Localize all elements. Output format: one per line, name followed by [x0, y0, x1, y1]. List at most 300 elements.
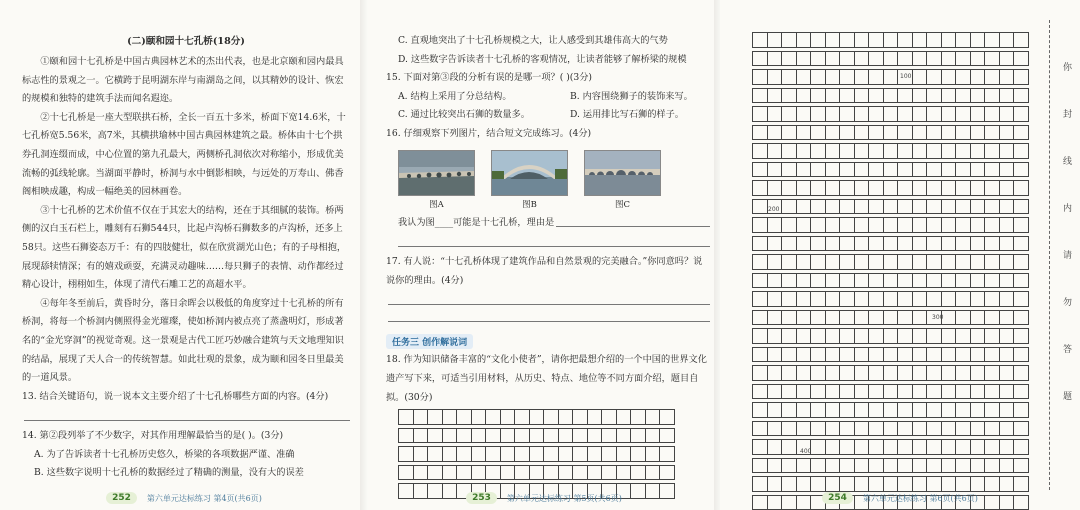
grid-cell[interactable]: [869, 273, 884, 288]
grid-cell[interactable]: [811, 421, 826, 436]
grid-cell[interactable]: [840, 51, 855, 66]
grid-cell[interactable]: [529, 447, 544, 462]
grid-cell[interactable]: [898, 273, 913, 288]
grid-cell[interactable]: [985, 181, 1000, 196]
grid-cell[interactable]: [869, 199, 884, 214]
grid-cell[interactable]: [970, 329, 985, 344]
grid-cell[interactable]: [927, 347, 942, 362]
grid-cell[interactable]: [999, 384, 1014, 399]
grid-cell[interactable]: [912, 162, 927, 177]
grid-cell[interactable]: [956, 107, 971, 122]
grid-cell[interactable]: [1014, 218, 1029, 233]
grid-cell[interactable]: [767, 421, 782, 436]
grid-cell[interactable]: [811, 310, 826, 325]
grid-cell[interactable]: [956, 125, 971, 140]
grid-cell[interactable]: [471, 465, 486, 480]
grid-cell[interactable]: [854, 162, 869, 177]
grid-cell[interactable]: [956, 292, 971, 307]
grid-cell[interactable]: [912, 310, 927, 325]
grid-cell[interactable]: [753, 292, 768, 307]
grid-cell[interactable]: [573, 428, 588, 443]
grid-cell[interactable]: [1014, 273, 1029, 288]
grid-cell[interactable]: [767, 181, 782, 196]
grid-cell[interactable]: [753, 181, 768, 196]
grid-cell[interactable]: [912, 273, 927, 288]
grid-cell[interactable]: [796, 181, 811, 196]
grid-cell[interactable]: [898, 33, 913, 48]
grid-cell[interactable]: [854, 329, 869, 344]
grid-cell[interactable]: [840, 347, 855, 362]
grid-cell[interactable]: [796, 33, 811, 48]
grid-cell[interactable]: [999, 310, 1014, 325]
grid-cell[interactable]: [999, 273, 1014, 288]
grid-cell[interactable]: [796, 421, 811, 436]
grid-cell[interactable]: [883, 477, 898, 492]
grid-cell[interactable]: [941, 162, 956, 177]
grid-cell[interactable]: [956, 218, 971, 233]
grid-cell[interactable]: [573, 410, 588, 425]
grid-cell[interactable]: [442, 428, 457, 443]
grid-cell[interactable]: [970, 440, 985, 455]
grid-cell[interactable]: [616, 465, 631, 480]
grid-cell[interactable]: [753, 403, 768, 418]
grid-cell[interactable]: [811, 199, 826, 214]
grid-cell[interactable]: [413, 428, 428, 443]
grid-cell[interactable]: [927, 107, 942, 122]
grid-cell[interactable]: [1014, 88, 1029, 103]
grid-cell[interactable]: [840, 440, 855, 455]
grid-cell[interactable]: [767, 329, 782, 344]
grid-cell[interactable]: [811, 384, 826, 399]
grid-cell[interactable]: [927, 33, 942, 48]
grid-cell[interactable]: [767, 107, 782, 122]
grid-cell[interactable]: [767, 51, 782, 66]
grid-cell[interactable]: [898, 384, 913, 399]
grid-cell[interactable]: [883, 107, 898, 122]
grid-cell[interactable]: [898, 107, 913, 122]
grid-cell[interactable]: [883, 421, 898, 436]
grid-cell[interactable]: [898, 366, 913, 381]
grid-cell[interactable]: [573, 447, 588, 462]
grid-cell[interactable]: [883, 440, 898, 455]
grid-cell[interactable]: [442, 410, 457, 425]
grid-cell[interactable]: [869, 477, 884, 492]
grid-cell[interactable]: [753, 88, 768, 103]
grid-cell[interactable]: [912, 329, 927, 344]
grid-cell[interactable]: [782, 384, 797, 399]
grid-cell[interactable]: [811, 162, 826, 177]
grid-cell[interactable]: [587, 447, 602, 462]
grid-cell[interactable]: [898, 199, 913, 214]
grid-cell[interactable]: [883, 181, 898, 196]
grid-cell[interactable]: [753, 218, 768, 233]
grid-cell[interactable]: [1014, 458, 1029, 473]
grid-cell[interactable]: [840, 144, 855, 159]
grid-cell[interactable]: [912, 218, 927, 233]
grid-cell[interactable]: [1014, 236, 1029, 251]
grid-cell[interactable]: [811, 236, 826, 251]
grid-cell[interactable]: [985, 51, 1000, 66]
grid-cell[interactable]: [854, 477, 869, 492]
grid-cell[interactable]: [825, 292, 840, 307]
grid-cell[interactable]: [645, 447, 660, 462]
grid-cell[interactable]: [956, 51, 971, 66]
grid-cell[interactable]: [956, 33, 971, 48]
grid-cell[interactable]: [825, 199, 840, 214]
grid-cell[interactable]: [927, 236, 942, 251]
grid-cell[interactable]: [840, 477, 855, 492]
grid-cell[interactable]: [782, 107, 797, 122]
grid-cell[interactable]: [544, 447, 559, 462]
grid-cell[interactable]: [970, 144, 985, 159]
grid-cell[interactable]: [825, 51, 840, 66]
grid-cell[interactable]: [999, 107, 1014, 122]
grid-cell[interactable]: [486, 428, 501, 443]
grid-cell[interactable]: [840, 199, 855, 214]
grid-cell[interactable]: [970, 347, 985, 362]
grid-cell[interactable]: [970, 125, 985, 140]
grid-cell[interactable]: [782, 70, 797, 85]
grid-cell[interactable]: [912, 458, 927, 473]
grid-cell[interactable]: [515, 428, 530, 443]
grid-cell[interactable]: [767, 458, 782, 473]
grid-cell[interactable]: [796, 70, 811, 85]
grid-cell[interactable]: [796, 477, 811, 492]
grid-cell[interactable]: [898, 236, 913, 251]
grid-cell[interactable]: [854, 125, 869, 140]
grid-cell[interactable]: [941, 144, 956, 159]
grid-cell[interactable]: [898, 458, 913, 473]
grid-cell[interactable]: [515, 447, 530, 462]
grid-cell[interactable]: [985, 421, 1000, 436]
grid-cell[interactable]: [898, 88, 913, 103]
grid-cell[interactable]: [941, 70, 956, 85]
grid-cell[interactable]: [811, 403, 826, 418]
grid-cell[interactable]: [825, 162, 840, 177]
grid-cell[interactable]: [970, 33, 985, 48]
grid-cell[interactable]: [753, 366, 768, 381]
grid-cell[interactable]: [941, 384, 956, 399]
grid-cell[interactable]: [840, 403, 855, 418]
grid-cell[interactable]: [840, 70, 855, 85]
grid-cell[interactable]: [927, 199, 942, 214]
grid-cell[interactable]: [825, 236, 840, 251]
grid-cell[interactable]: [782, 403, 797, 418]
grid-cell[interactable]: [796, 51, 811, 66]
grid-cell[interactable]: [1014, 421, 1029, 436]
grid-cell[interactable]: [927, 88, 942, 103]
grid-cell[interactable]: [956, 273, 971, 288]
grid-cell[interactable]: [898, 477, 913, 492]
grid-cell[interactable]: [941, 107, 956, 122]
grid-cell[interactable]: [767, 347, 782, 362]
grid-cell[interactable]: [1014, 162, 1029, 177]
grid-cell[interactable]: [999, 440, 1014, 455]
grid-cell[interactable]: [854, 144, 869, 159]
grid-cell[interactable]: [796, 255, 811, 270]
grid-cell[interactable]: [660, 447, 675, 462]
grid-cell[interactable]: [1014, 51, 1029, 66]
grid-cell[interactable]: [767, 477, 782, 492]
grid-cell[interactable]: [782, 477, 797, 492]
grid-cell[interactable]: [840, 292, 855, 307]
grid-cell[interactable]: [529, 465, 544, 480]
grid-cell[interactable]: [811, 273, 826, 288]
grid-cell[interactable]: [811, 51, 826, 66]
grid-cell[interactable]: [956, 144, 971, 159]
grid-cell[interactable]: [912, 33, 927, 48]
grid-cell[interactable]: [927, 273, 942, 288]
grid-cell[interactable]: [486, 447, 501, 462]
grid-cell[interactable]: [782, 33, 797, 48]
grid-cell[interactable]: [1014, 366, 1029, 381]
grid-cell[interactable]: [956, 199, 971, 214]
grid-cell[interactable]: [782, 181, 797, 196]
grid-cell[interactable]: [796, 310, 811, 325]
grid-cell[interactable]: [811, 329, 826, 344]
grid-cell[interactable]: [840, 107, 855, 122]
grid-cell[interactable]: [941, 125, 956, 140]
grid-cell[interactable]: [796, 199, 811, 214]
grid-cell[interactable]: [631, 410, 646, 425]
grid-cell[interactable]: [999, 33, 1014, 48]
grid-cell[interactable]: [854, 218, 869, 233]
grid-cell[interactable]: [912, 477, 927, 492]
grid-cell[interactable]: [854, 310, 869, 325]
grid-cell[interactable]: [811, 458, 826, 473]
grid-cell[interactable]: [956, 440, 971, 455]
grid-cell[interactable]: [854, 255, 869, 270]
grid-cell[interactable]: [927, 162, 942, 177]
grid-cell[interactable]: [956, 310, 971, 325]
grid-cell[interactable]: [869, 384, 884, 399]
grid-cell[interactable]: [840, 273, 855, 288]
grid-cell[interactable]: [869, 347, 884, 362]
grid-cell[interactable]: [796, 125, 811, 140]
grid-cell[interactable]: [898, 125, 913, 140]
grid-cell[interactable]: [602, 410, 617, 425]
grid-cell[interactable]: [1014, 33, 1029, 48]
grid-cell[interactable]: [854, 421, 869, 436]
grid-cell[interactable]: [796, 329, 811, 344]
grid-cell[interactable]: [927, 477, 942, 492]
grid-cell[interactable]: [912, 144, 927, 159]
grid-cell[interactable]: [753, 33, 768, 48]
answer-line-17a[interactable]: [388, 294, 710, 305]
grid-cell[interactable]: [898, 181, 913, 196]
grid-cell[interactable]: [602, 465, 617, 480]
grid-cell[interactable]: [956, 384, 971, 399]
grid-cell[interactable]: [811, 255, 826, 270]
grid-cell[interactable]: [941, 347, 956, 362]
grid-cell[interactable]: [825, 255, 840, 270]
grid-cell[interactable]: [970, 218, 985, 233]
grid-cell[interactable]: [767, 403, 782, 418]
grid-cell[interactable]: [927, 329, 942, 344]
grid-cell[interactable]: [941, 477, 956, 492]
grid-cell[interactable]: [753, 421, 768, 436]
grid-cell[interactable]: [428, 428, 443, 443]
grid-cell[interactable]: [782, 273, 797, 288]
grid-cell[interactable]: [912, 440, 927, 455]
grid-cell[interactable]: [999, 70, 1014, 85]
grid-cell[interactable]: [927, 144, 942, 159]
grid-cell[interactable]: [782, 458, 797, 473]
grid-cell[interactable]: [767, 70, 782, 85]
grid-cell[interactable]: [941, 440, 956, 455]
grid-cell[interactable]: [782, 310, 797, 325]
grid-cell[interactable]: [811, 181, 826, 196]
grid-cell[interactable]: [500, 447, 515, 462]
grid-cell[interactable]: [869, 421, 884, 436]
grid-cell[interactable]: [985, 125, 1000, 140]
grid-cell[interactable]: [854, 88, 869, 103]
grid-cell[interactable]: [912, 255, 927, 270]
grid-cell[interactable]: [927, 255, 942, 270]
grid-cell[interactable]: [956, 421, 971, 436]
grid-cell[interactable]: [985, 218, 1000, 233]
grid-cell[interactable]: [854, 366, 869, 381]
grid-cell[interactable]: [927, 366, 942, 381]
grid-cell[interactable]: [840, 88, 855, 103]
grid-cell[interactable]: [825, 347, 840, 362]
grid-cell[interactable]: [796, 162, 811, 177]
grid-cell[interactable]: [767, 366, 782, 381]
grid-cell[interactable]: [602, 428, 617, 443]
grid-cell[interactable]: [840, 236, 855, 251]
grid-cell[interactable]: [927, 421, 942, 436]
grid-cell[interactable]: [869, 292, 884, 307]
grid-cell[interactable]: [840, 125, 855, 140]
answer-line-13[interactable]: [24, 410, 350, 421]
grid-cell[interactable]: [840, 421, 855, 436]
grid-cell[interactable]: [811, 33, 826, 48]
grid-cell[interactable]: [869, 310, 884, 325]
grid-cell[interactable]: [869, 107, 884, 122]
grid-cell[interactable]: [782, 144, 797, 159]
grid-cell[interactable]: [767, 440, 782, 455]
grid-cell[interactable]: [413, 447, 428, 462]
grid-cell[interactable]: [985, 477, 1000, 492]
grid-cell[interactable]: [898, 218, 913, 233]
grid-cell[interactable]: [970, 477, 985, 492]
grid-cell[interactable]: [999, 218, 1014, 233]
grid-cell[interactable]: [898, 347, 913, 362]
grid-cell[interactable]: [471, 447, 486, 462]
grid-cell[interactable]: [767, 33, 782, 48]
grid-cell[interactable]: [985, 292, 1000, 307]
grid-cell[interactable]: [854, 458, 869, 473]
grid-cell[interactable]: [500, 465, 515, 480]
grid-cell[interactable]: [796, 292, 811, 307]
grid-cell[interactable]: [811, 125, 826, 140]
grid-cell[interactable]: [912, 107, 927, 122]
grid-cell[interactable]: [999, 477, 1014, 492]
grid-cell[interactable]: [854, 51, 869, 66]
grid-cell[interactable]: [471, 410, 486, 425]
grid-cell[interactable]: [782, 199, 797, 214]
grid-cell[interactable]: [811, 440, 826, 455]
answer-line-16[interactable]: [556, 216, 710, 227]
grid-cell[interactable]: [941, 329, 956, 344]
grid-cell[interactable]: [941, 199, 956, 214]
grid-cell[interactable]: [985, 88, 1000, 103]
grid-cell[interactable]: [970, 273, 985, 288]
grid-cell[interactable]: [927, 125, 942, 140]
grid-cell[interactable]: [854, 347, 869, 362]
grid-cell[interactable]: [1014, 125, 1029, 140]
grid-cell[interactable]: [1014, 199, 1029, 214]
grid-cell[interactable]: [912, 51, 927, 66]
grid-cell[interactable]: [912, 181, 927, 196]
grid-cell[interactable]: [399, 465, 414, 480]
grid-cell[interactable]: [912, 403, 927, 418]
grid-cell[interactable]: [840, 329, 855, 344]
grid-cell[interactable]: [869, 403, 884, 418]
grid-cell[interactable]: [956, 329, 971, 344]
grid-cell[interactable]: [999, 366, 1014, 381]
grid-cell[interactable]: [825, 181, 840, 196]
grid-cell[interactable]: [912, 366, 927, 381]
grid-cell[interactable]: [457, 428, 472, 443]
grid-cell[interactable]: [840, 366, 855, 381]
grid-cell[interactable]: [941, 33, 956, 48]
grid-cell[interactable]: [941, 218, 956, 233]
grid-cell[interactable]: [927, 292, 942, 307]
grid-cell[interactable]: [854, 33, 869, 48]
grid-cell[interactable]: [796, 236, 811, 251]
grid-cell[interactable]: [631, 465, 646, 480]
grid-cell[interactable]: [941, 273, 956, 288]
grid-cell[interactable]: [825, 366, 840, 381]
grid-cell[interactable]: [471, 428, 486, 443]
grid-cell[interactable]: [428, 410, 443, 425]
grid-cell[interactable]: [442, 465, 457, 480]
grid-cell[interactable]: [956, 70, 971, 85]
grid-cell[interactable]: [782, 366, 797, 381]
grid-cell[interactable]: [912, 421, 927, 436]
grid-cell[interactable]: [898, 329, 913, 344]
grid-cell[interactable]: [941, 292, 956, 307]
grid-cell[interactable]: [999, 421, 1014, 436]
grid-cell[interactable]: [970, 255, 985, 270]
grid-cell[interactable]: [883, 51, 898, 66]
grid-cell[interactable]: [883, 144, 898, 159]
grid-cell[interactable]: [941, 366, 956, 381]
grid-cell[interactable]: [840, 255, 855, 270]
grid-cell[interactable]: [587, 410, 602, 425]
grid-cell[interactable]: [898, 292, 913, 307]
grid-cell[interactable]: [782, 292, 797, 307]
grid-cell[interactable]: [970, 199, 985, 214]
grid-cell[interactable]: [970, 107, 985, 122]
grid-cell[interactable]: [825, 403, 840, 418]
grid-cell[interactable]: [840, 310, 855, 325]
grid-cell[interactable]: [796, 347, 811, 362]
grid-cell[interactable]: [782, 51, 797, 66]
grid-cell[interactable]: [796, 218, 811, 233]
grid-cell[interactable]: [825, 144, 840, 159]
grid-cell[interactable]: [999, 144, 1014, 159]
grid-cell[interactable]: [999, 181, 1014, 196]
grid-cell[interactable]: [587, 465, 602, 480]
grid-cell[interactable]: [825, 477, 840, 492]
grid-cell[interactable]: [767, 125, 782, 140]
grid-cell[interactable]: [753, 255, 768, 270]
grid-cell[interactable]: [1014, 440, 1029, 455]
grid-cell[interactable]: [782, 88, 797, 103]
grid-cell[interactable]: [883, 403, 898, 418]
